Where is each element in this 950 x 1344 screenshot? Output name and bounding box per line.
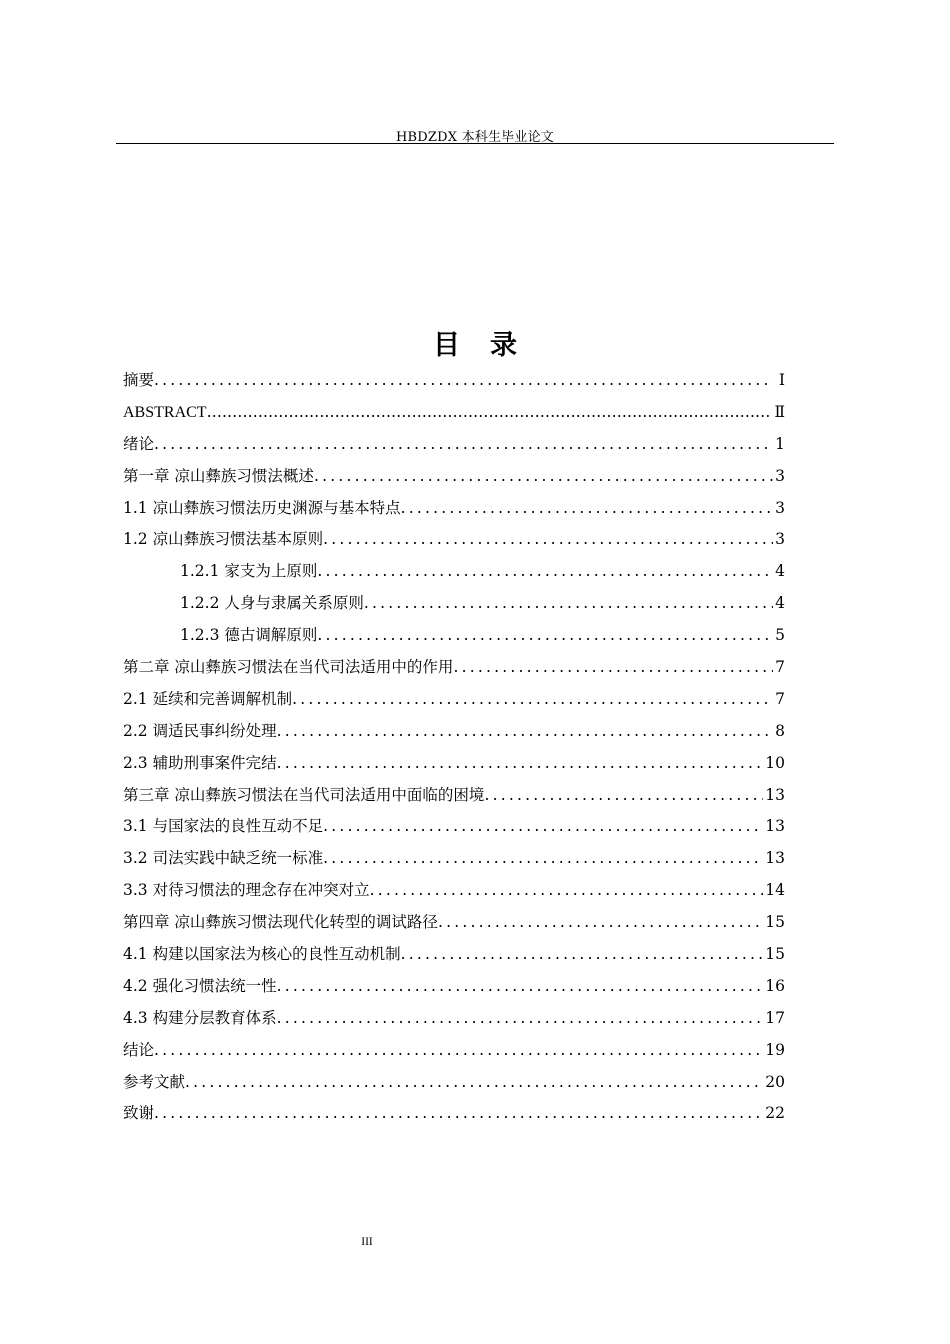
toc-leader-dots <box>154 1098 763 1130</box>
toc-entry-page: 17 <box>765 1008 785 1027</box>
toc-leader-dots <box>154 365 773 397</box>
toc-leader-dots <box>317 620 773 652</box>
toc-entry-label: 2.3 辅助刑事案件完结 <box>123 753 277 772</box>
toc-entry-page: 4 <box>775 562 785 581</box>
toc-entry-introduction[interactable] <box>123 429 785 461</box>
toc-leader-dots <box>314 461 773 493</box>
toc-entry-label: 3.2 司法实践中缺乏统一标准 <box>123 849 324 868</box>
toc-title <box>0 323 950 362</box>
toc-entry-label: 第一章 凉山彝族习惯法概述 <box>123 466 314 485</box>
toc-entry-label: 参考文献 <box>123 1072 186 1091</box>
toc-entry-page: 3 <box>775 498 785 517</box>
toc-entry-label: ABSTRACT <box>123 403 207 421</box>
toc-entry-page: 3 <box>775 530 785 549</box>
page-number: III <box>361 1236 373 1248</box>
toc-entry-label: 第二章 凉山彝族习惯法在当代司法适用中的作用 <box>123 658 454 677</box>
toc-leader-dots <box>323 524 773 556</box>
toc-entry-label: 致谢 <box>123 1104 155 1123</box>
toc-leader-dots <box>185 1067 763 1099</box>
toc-leader-dots <box>154 429 773 461</box>
toc-entry-label: 2.2 调适民事纠纷处理 <box>123 721 277 740</box>
toc-entry-label: 绪论 <box>123 434 155 453</box>
toc-entry-label: 1.2.2 人身与隶属关系原则 <box>180 594 364 613</box>
toc-entry-label: 第四章 凉山彝族习惯法现代化转型的调试路径 <box>123 913 438 932</box>
toc-entry-label: 4.3 构建分层教育体系 <box>123 1008 277 1027</box>
toc-entry-chapter-4[interactable] <box>123 907 785 939</box>
toc-entry-label: 3.1 与国家法的良性互动不足 <box>123 817 324 836</box>
toc-leader-dots <box>323 811 763 843</box>
toc-entry-page: 16 <box>765 976 785 995</box>
header-rule <box>116 143 834 144</box>
toc-leader-dots <box>277 716 773 748</box>
toc-entry-page: 14 <box>765 881 785 900</box>
toc-entry-label: 1.2 凉山彝族习惯法基本原则 <box>123 530 324 549</box>
toc-entry-2-2[interactable] <box>123 716 785 748</box>
toc-entry-4-1[interactable] <box>123 939 785 971</box>
toc-entry-page: Ⅰ <box>778 371 785 389</box>
toc-leader-dots <box>277 748 764 780</box>
toc-entry-abstract-cn[interactable] <box>123 365 785 397</box>
toc-entry-page: 13 <box>765 849 785 868</box>
toc-entry-page: 15 <box>765 945 785 964</box>
toc-leader-dots <box>154 1035 763 1067</box>
toc-entry-references[interactable] <box>123 1067 785 1099</box>
toc-leader-dots <box>401 939 764 971</box>
toc-entry-label: 摘要 <box>123 371 155 389</box>
toc-entry-page: 8 <box>775 721 785 740</box>
toc-entry-chapter-3[interactable] <box>123 780 785 812</box>
toc-entry-conclusion[interactable] <box>123 1035 785 1067</box>
running-header: HBDZDX 本科生毕业论文 <box>396 130 554 145</box>
toc-entry-1-2[interactable] <box>123 524 785 556</box>
toc-entry-page: 5 <box>775 626 785 645</box>
toc-entry-page: 15 <box>765 913 785 932</box>
toc-entry-page: 19 <box>765 1040 785 1059</box>
table-of-contents <box>123 365 785 1130</box>
toc-title-part2: 录 <box>490 330 517 361</box>
toc-entry-page: 7 <box>775 658 785 677</box>
toc-title-part1: 目 <box>433 330 460 361</box>
toc-entry-2-3[interactable] <box>123 748 785 780</box>
toc-leader-dots <box>370 875 764 907</box>
toc-entry-1-2-2[interactable] <box>123 588 785 620</box>
toc-entry-page: 4 <box>775 594 785 613</box>
toc-entry-chapter-2[interactable] <box>123 652 785 684</box>
toc-entry-page: 3 <box>775 466 785 485</box>
toc-leader-dots <box>364 588 773 620</box>
toc-entry-1-2-1[interactable] <box>123 556 785 588</box>
toc-leader-dots <box>207 397 773 429</box>
toc-entry-3-2[interactable] <box>123 843 785 875</box>
toc-entry-page: 10 <box>765 753 785 772</box>
toc-entry-label: 4.1 构建以国家法为核心的良性互动机制 <box>123 945 401 964</box>
toc-entry-4-2[interactable] <box>123 971 785 1003</box>
toc-entry-acknowledgements[interactable] <box>123 1098 785 1130</box>
toc-entry-label: 结论 <box>123 1040 155 1059</box>
toc-leader-dots <box>292 684 773 716</box>
toc-entry-label: 第三章 凉山彝族习惯法在当代司法适用中面临的困境 <box>123 785 485 804</box>
toc-leader-dots <box>317 556 773 588</box>
toc-entry-label: 4.2 强化习惯法统一性 <box>123 976 277 995</box>
toc-entry-page: 7 <box>775 689 785 708</box>
toc-entry-3-1[interactable] <box>123 811 785 843</box>
toc-leader-dots <box>438 907 763 939</box>
toc-entry-2-1[interactable] <box>123 684 785 716</box>
toc-leader-dots <box>277 971 764 1003</box>
toc-entry-page: 22 <box>765 1104 785 1123</box>
toc-entry-page: 20 <box>765 1072 785 1091</box>
toc-entry-label: 1.1 凉山彝族习惯法历史渊源与基本特点 <box>123 498 401 517</box>
toc-entry-page: Ⅱ <box>774 402 785 421</box>
toc-leader-dots <box>484 780 763 812</box>
toc-entry-label: 3.3 对待习惯法的理念存在冲突对立 <box>123 881 370 900</box>
toc-leader-dots <box>401 493 773 525</box>
toc-entry-page: 13 <box>765 817 785 836</box>
toc-leader-dots <box>323 843 763 875</box>
toc-entry-page: 1 <box>775 434 785 453</box>
toc-leader-dots <box>277 1003 764 1035</box>
toc-entry-4-3[interactable] <box>123 1003 785 1035</box>
toc-entry-3-3[interactable] <box>123 875 785 907</box>
toc-entry-label: 1.2.1 家支为上原则 <box>180 562 318 581</box>
toc-entry-label: 2.1 延续和完善调解机制 <box>123 689 293 708</box>
toc-leader-dots <box>453 652 773 684</box>
toc-entry-page: 13 <box>765 785 785 804</box>
toc-entry-label: 1.2.3 德古调解原则 <box>180 626 318 645</box>
toc-entry-chapter-1[interactable] <box>123 461 785 493</box>
toc-entry-1-1[interactable] <box>123 493 785 525</box>
toc-entry-abstract-en[interactable] <box>123 397 785 429</box>
toc-entry-1-2-3[interactable] <box>123 620 785 652</box>
